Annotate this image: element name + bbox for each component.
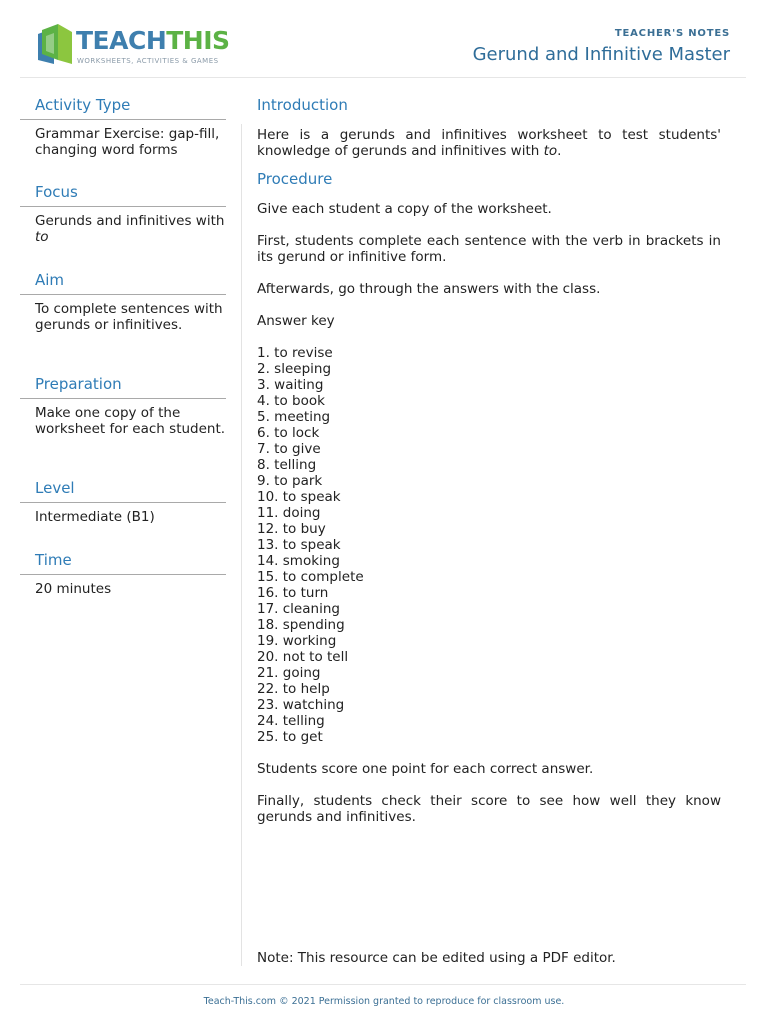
time-heading: Time [20,549,226,575]
list-item: 25. to get [257,729,323,745]
main-content [257,94,721,825]
activity-type-heading: Activity Type [20,94,226,120]
level-text: Intermediate (B1) [35,509,155,525]
activity-type-section [20,94,226,181]
final-step-text: Finally, students check their score to see how well they know gerunds and infinitives. [257,793,721,825]
list-item: 9. to park [257,473,323,489]
level-heading: Level [20,477,226,503]
list-item: 2. sleeping [257,361,332,377]
list-item: 22. to help [257,681,330,697]
procedure-step-2: First, students complete each sentence with the verb in brackets in its gerund or infinitive form. [257,233,721,265]
teach-this-logo[interactable] [36,22,236,70]
focus-heading: Focus [20,181,226,207]
procedure-step-3: Afterwards, go through the answers with the class. [257,281,601,297]
answer-key-list [257,345,721,745]
list-item: 21. going [257,665,321,681]
list-item: 17. cleaning [257,601,340,617]
list-item: 8. telling [257,457,317,473]
list-item: 18. spending [257,617,345,633]
list-item: 5. meeting [257,409,331,425]
list-item: 24. telling [257,713,325,729]
logo-tagline: WORKSHEETS, ACTIVITIES & GAMES [77,57,219,65]
procedure-step-1: Give each student a copy of the worksheet. [257,201,552,217]
list-item: 6. to lock [257,425,320,441]
preparation-heading: Preparation [20,373,226,399]
list-item: 10. to speak [257,489,341,505]
aim-heading: Aim [20,269,226,295]
list-item: 11. doing [257,505,321,521]
aim-text: To complete sentences with gerunds or infinitives. [35,301,223,333]
footer-copyright: Teach-This.com © 2021 Permission granted to reproduce for classroom use. [203,996,565,1007]
answer-key-label: Answer key [257,313,335,329]
teachers-notes-label: TEACHER'S NOTES [614,28,730,39]
time-text: 20 minutes [35,581,112,597]
procedure-heading: Procedure [257,170,333,188]
list-item: 15. to complete [257,569,364,585]
list-item: 12. to buy [257,521,326,537]
list-item: 3. waiting [257,377,324,393]
scoring-text: Students score one point for each correct answer. [257,761,594,777]
aim-section [20,269,226,373]
time-section [20,549,226,597]
activity-type-text: Grammar Exercise: gap-fill, changing word forms [35,126,220,158]
introduction-heading: Introduction [257,96,348,114]
list-item: 13. to speak [257,537,341,553]
column-divider [241,124,242,966]
list-item: 16. to turn [257,585,329,601]
sidebar [20,94,226,597]
list-item: 14. smoking [257,553,340,569]
preparation-text: Make one copy of the worksheet for each student. [35,405,226,437]
focus-text: Gerunds and infinitives with to [35,213,225,245]
focus-section [20,181,226,269]
logo-wordmark: TEACHTHIS [76,26,230,55]
list-item: 20. not to tell [257,649,349,665]
page-header [20,0,746,78]
pdf-editor-note: Note: This resource can be edited using a PDF editor. [257,950,616,966]
list-item: 4. to book [257,393,325,409]
list-item: 23. watching [257,697,345,713]
level-section [20,477,226,549]
list-item: 19. working [257,633,337,649]
introduction-text: Here is a gerunds and infinitives worksheet to test students' knowledge of gerunds and infinitives with to. [257,127,721,159]
preparation-section [20,373,226,477]
footer-divider [20,984,746,985]
book-logo-icon [36,24,74,66]
list-item: 7. to give [257,441,321,457]
page-title: Gerund and Infinitive Master [472,44,730,65]
list-item: 1. to revise [257,345,333,361]
